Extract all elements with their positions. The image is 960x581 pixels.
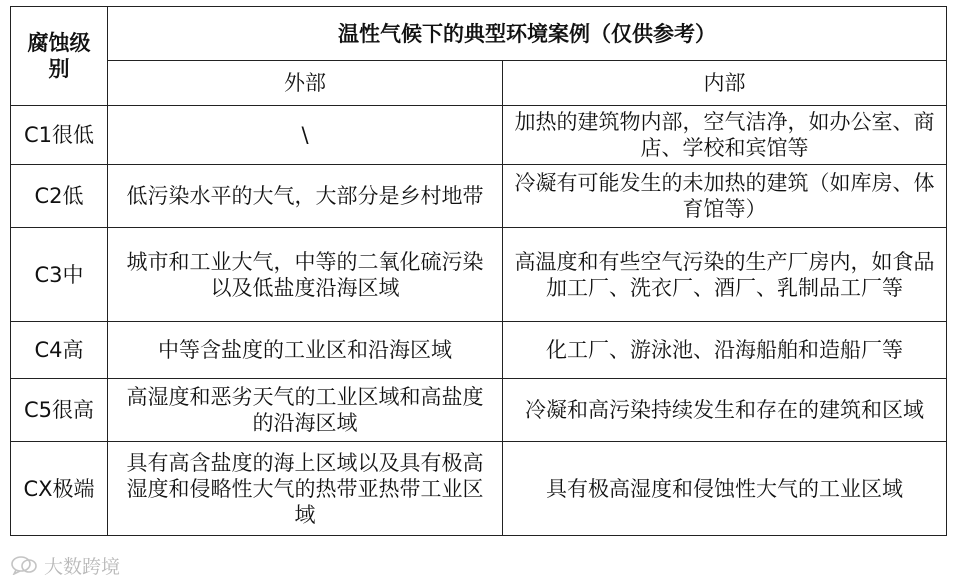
inside-cell: 加热的建筑物内部，空气洁净，如办公室、商店、学校和宾馆等 xyxy=(503,106,947,165)
corrosion-table xyxy=(10,6,947,536)
subheader-row xyxy=(11,61,947,106)
table-row xyxy=(11,379,947,442)
outside-cell: 高湿度和恶劣天气的工业区域和高盐度的沿海区域 xyxy=(108,379,503,442)
watermark xyxy=(10,553,120,577)
watermark-text: 大数跨境 xyxy=(44,555,121,578)
grade-cell: C1很低 xyxy=(11,106,108,165)
table-title: 温性气候下的典型环境案例（仅供参考） xyxy=(108,7,947,61)
grade-cell: C3中 xyxy=(11,228,108,322)
grade-cell: C4高 xyxy=(11,322,108,379)
title-row xyxy=(11,7,947,61)
outside-cell: 城市和工业大气，中等的二氧化硫污染以及低盐度沿海区域 xyxy=(108,228,503,322)
table-row xyxy=(11,322,947,379)
header-outside: 外部 xyxy=(108,61,503,106)
outside-cell: \ xyxy=(108,106,503,165)
inside-cell: 冷凝有可能发生的未加热的建筑（如库房、体育馆等） xyxy=(503,165,947,228)
outside-cell: 中等含盐度的工业区和沿海区域 xyxy=(108,322,503,379)
table-row xyxy=(11,165,947,228)
grade-cell: CX极端 xyxy=(11,442,108,536)
inside-cell: 化工厂、游泳池、沿海船舶和造船厂等 xyxy=(503,322,947,379)
chat-bubble-logo-icon xyxy=(10,555,38,575)
inside-cell: 具有极高湿度和侵蚀性大气的工业区域 xyxy=(503,442,947,536)
inside-cell: 冷凝和高污染持续发生和存在的建筑和区域 xyxy=(503,379,947,442)
table-row xyxy=(11,442,947,536)
inside-cell: 高温度和有些空气污染的生产厂房内，如食品加工厂、洗衣厂、酒厂、乳制品工厂等 xyxy=(503,228,947,322)
table-row xyxy=(11,228,947,322)
header-inside: 内部 xyxy=(503,61,947,106)
grade-cell: C2低 xyxy=(11,165,108,228)
corner-label-cell: 腐蚀级别 xyxy=(11,7,108,106)
table-row xyxy=(11,106,947,165)
outside-cell: 具有高含盐度的海上区域以及具有极高湿度和侵略性大气的热带亚热带工业区域 xyxy=(108,442,503,536)
outside-cell: 低污染水平的大气，大部分是乡村地带 xyxy=(108,165,503,228)
grade-cell: C5很高 xyxy=(11,379,108,442)
